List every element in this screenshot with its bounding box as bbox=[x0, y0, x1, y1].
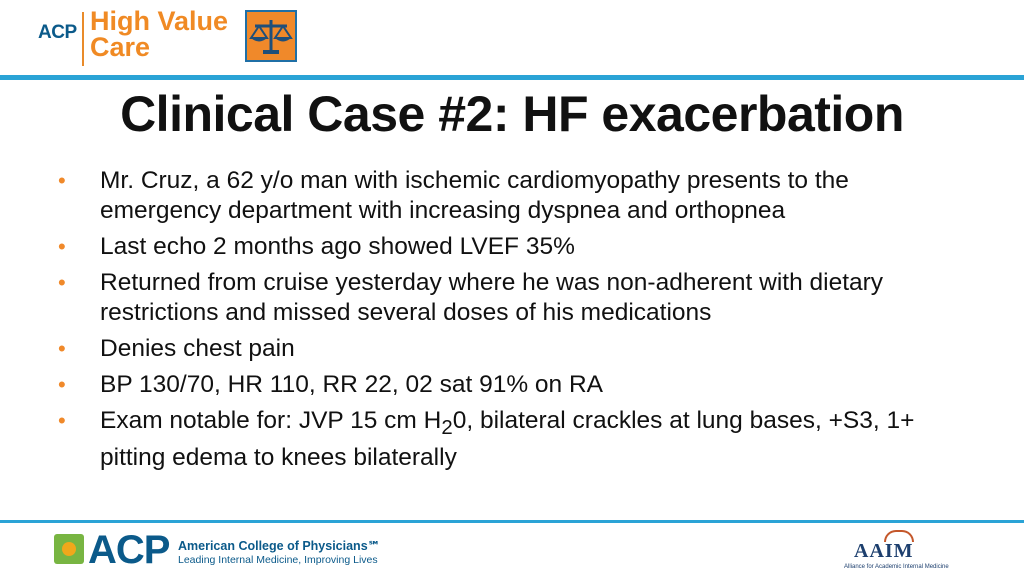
acp-logo-text: ACP bbox=[38, 22, 77, 43]
bullet-icon: • bbox=[58, 408, 66, 433]
aaim-subtitle: Alliance for Academic Internal Medicine bbox=[844, 564, 949, 570]
bullet-text: Last echo 2 months ago showed LVEF 35% bbox=[100, 233, 575, 260]
bullet-icon: • bbox=[58, 336, 66, 361]
scales-icon bbox=[245, 10, 297, 62]
logo-divider bbox=[82, 12, 84, 66]
bullet-text: BP 130/70, HR 110, RR 22, 02 sat 91% on RA bbox=[100, 371, 604, 398]
acp-logo-wordmark: ACP bbox=[88, 528, 170, 572]
aaim-logo bbox=[840, 528, 980, 572]
footer-rule bbox=[0, 520, 1024, 523]
program-name-line2: Care bbox=[90, 32, 151, 62]
program-name-line1: High Value bbox=[90, 6, 229, 36]
header-rule bbox=[0, 75, 1024, 80]
bullet-text: Denies chest pain bbox=[100, 335, 295, 362]
bullet-icon: • bbox=[58, 270, 66, 295]
bullet-text: Mr. Cruz, a 62 y/o man with ischemic cardiomyopathy presents to the emergency department with increasing dyspnea and orthopnea bbox=[100, 167, 849, 224]
aaim-wordmark: AAIM bbox=[854, 540, 914, 562]
bullet-icon: • bbox=[58, 372, 66, 397]
bullet-list bbox=[56, 166, 976, 479]
bullet-item-exam bbox=[56, 406, 976, 473]
program-name bbox=[90, 8, 228, 60]
bullet-item bbox=[56, 166, 976, 226]
acp-tagline: Leading Internal Medicine, Improving Lives bbox=[178, 554, 378, 566]
bullet-item bbox=[56, 370, 976, 400]
bullet-icon: • bbox=[58, 168, 66, 193]
acp-org-name: American College of Physicians℠ bbox=[178, 539, 381, 553]
acp-emblem-icon bbox=[54, 534, 84, 564]
bullet-item bbox=[56, 232, 976, 262]
exam-text-post: 0, bilateral crackles at lung bases, +S3, 1+ pitting edema to knees bilaterally bbox=[100, 407, 915, 471]
bullet-text: Returned from cruise yesterday where he was non-adherent with dietary restrictions and missed several doses of his medications bbox=[100, 269, 884, 326]
high-value-care-logo bbox=[38, 8, 308, 68]
bullet-icon: • bbox=[58, 234, 66, 259]
exam-subscript: 2 bbox=[441, 416, 453, 439]
slide-title: Clinical Case #2: HF exacerbation bbox=[120, 86, 904, 142]
bullet-item bbox=[56, 334, 976, 364]
exam-text-pre: Exam notable for: JVP 15 cm H bbox=[100, 407, 442, 434]
acp-footer-logo bbox=[54, 530, 384, 570]
bullet-item bbox=[56, 268, 976, 328]
